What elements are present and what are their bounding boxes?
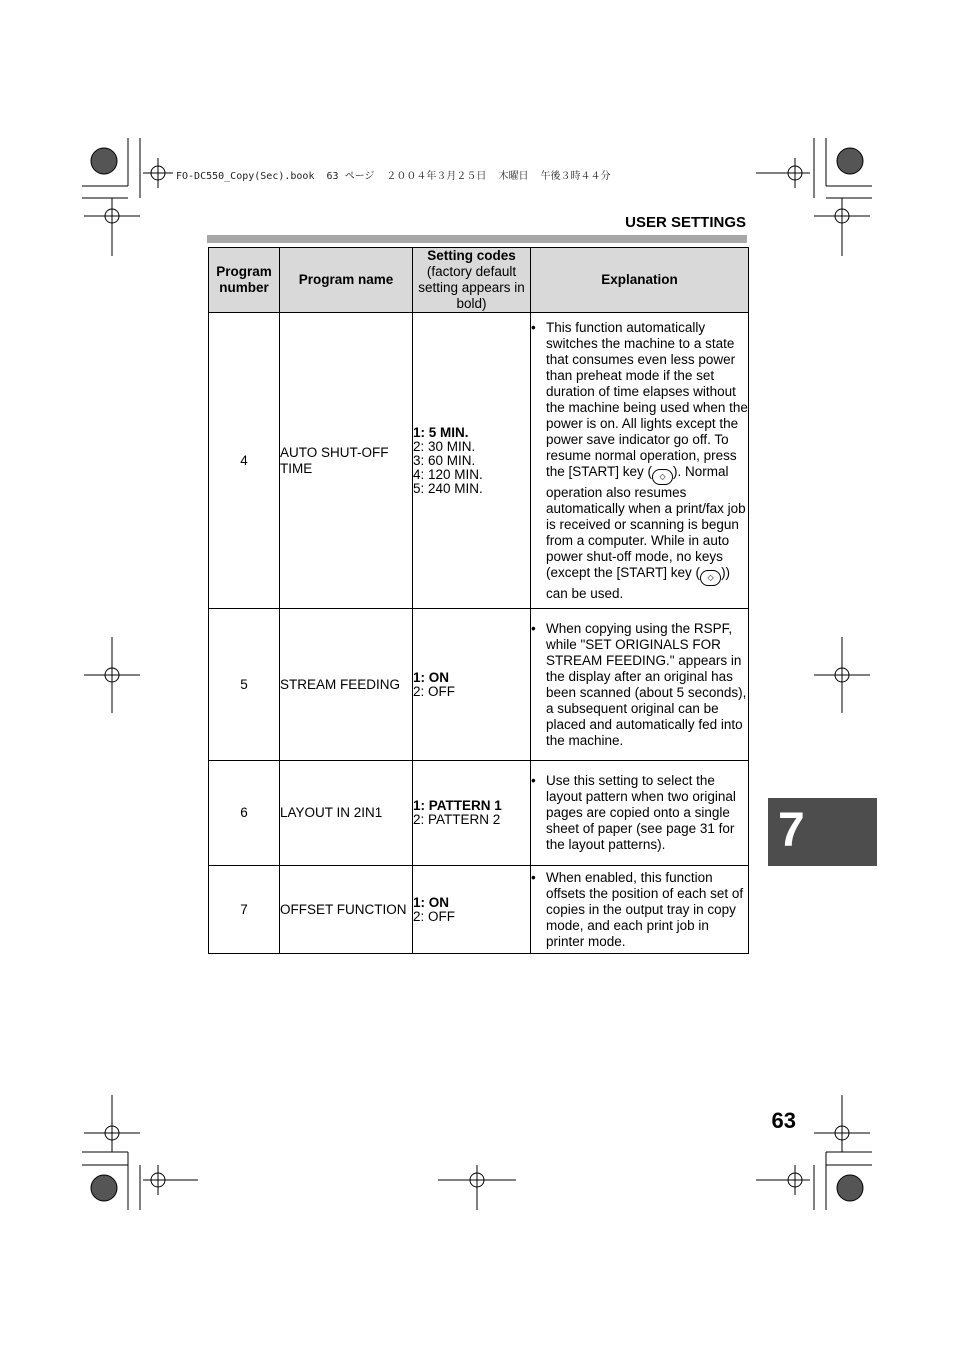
header-setting-codes (413, 248, 531, 313)
table-row (209, 866, 749, 954)
setting-code: 2: OFF (413, 908, 456, 924)
program-name: LAYOUT IN 2IN1 (280, 761, 413, 866)
program-number: 4 (209, 313, 280, 609)
chapter-number: 7 (778, 804, 805, 857)
program-number: 7 (209, 866, 280, 954)
table-row (209, 761, 749, 866)
title-rule (207, 235, 747, 243)
setting-codes (413, 609, 531, 761)
explanation (531, 866, 749, 954)
start-key-icon: ◇ (652, 469, 673, 485)
setting-code: 2: 30 MIN. (413, 438, 476, 454)
header-setting-codes-title: Setting codes (427, 248, 516, 263)
user-settings-table (208, 247, 749, 954)
explanation-text: ). Normal operation also resumes automatically when a print/fax job is received or scanning is begun from a computer. While in auto power shut-off mode, no keys (except the [START] key ( (546, 463, 746, 580)
setting-code-default: 1: PATTERN 1 (413, 798, 502, 813)
start-key-icon: ◇ (700, 570, 721, 586)
table-header-row (209, 248, 749, 313)
program-number: 6 (209, 761, 280, 866)
bullet: • (531, 319, 536, 335)
bullet: • (531, 869, 536, 885)
program-name: AUTO SHUT-OFF TIME (280, 313, 413, 609)
explanation-text: This function automatically switches the machine to a state that consumes even less power than preheat mode if the set duration of time elapses without the machine being used when the power is on. All lights except the power save indicator go off. To resume normal operation, press the [START] key ( (546, 319, 748, 479)
setting-codes (413, 761, 531, 866)
program-name: STREAM FEEDING (280, 609, 413, 761)
page-number: 63 (771, 1108, 796, 1133)
table-row (209, 609, 749, 761)
setting-code: 5: 240 MIN. (413, 480, 483, 496)
setting-codes (413, 866, 531, 954)
print-metadata: FO-DC550_Copy(Sec).book 63 ページ ２００４年３月２５日 木曜日 午後３時４４分 (176, 171, 611, 182)
bullet: • (531, 620, 536, 636)
explanation-text: When enabled, this function offsets the position of each set of copies in the output tray in copy mode, and each print job in printer mode. (546, 869, 744, 949)
explanation-text: When copying using the RSPF, while "SET ORIGINALS FOR STREAM FEEDING." appears in the display after an original has been scanned (about 5 seconds), a subsequent original can be placed and automatically fed into the machine. (546, 620, 747, 748)
header-program-name: Program name (280, 248, 413, 313)
bullet: • (531, 773, 536, 788)
setting-code: 4: 120 MIN. (413, 466, 483, 482)
explanation-text: )) can be used. (546, 564, 731, 601)
program-number: 5 (209, 609, 280, 761)
section-title: USER SETTINGS (625, 214, 746, 231)
setting-code-default: 1: ON (413, 894, 450, 910)
setting-codes (413, 313, 531, 609)
table-row (209, 313, 749, 609)
chapter-tab (768, 798, 877, 866)
setting-code: 2: PATTERN 2 (413, 812, 501, 827)
setting-code: 3: 60 MIN. (413, 452, 476, 468)
setting-code-default: 1: ON (413, 669, 450, 685)
header-setting-codes-note: (factory default setting appears in bold) (418, 264, 525, 311)
setting-code-default: 1: 5 MIN. (413, 424, 469, 440)
program-name: OFFSET FUNCTION (280, 866, 413, 954)
setting-code: 2: OFF (413, 683, 456, 699)
explanation-text: Use this setting to select the layout pattern when two original pages are copied onto a single sheet of paper (see page 31 for the layout patterns). (546, 773, 736, 852)
explanation (531, 761, 749, 866)
header-explanation: Explanation (531, 248, 749, 313)
explanation (531, 609, 749, 761)
header-program-number: Program number (209, 248, 280, 313)
explanation (531, 313, 749, 609)
